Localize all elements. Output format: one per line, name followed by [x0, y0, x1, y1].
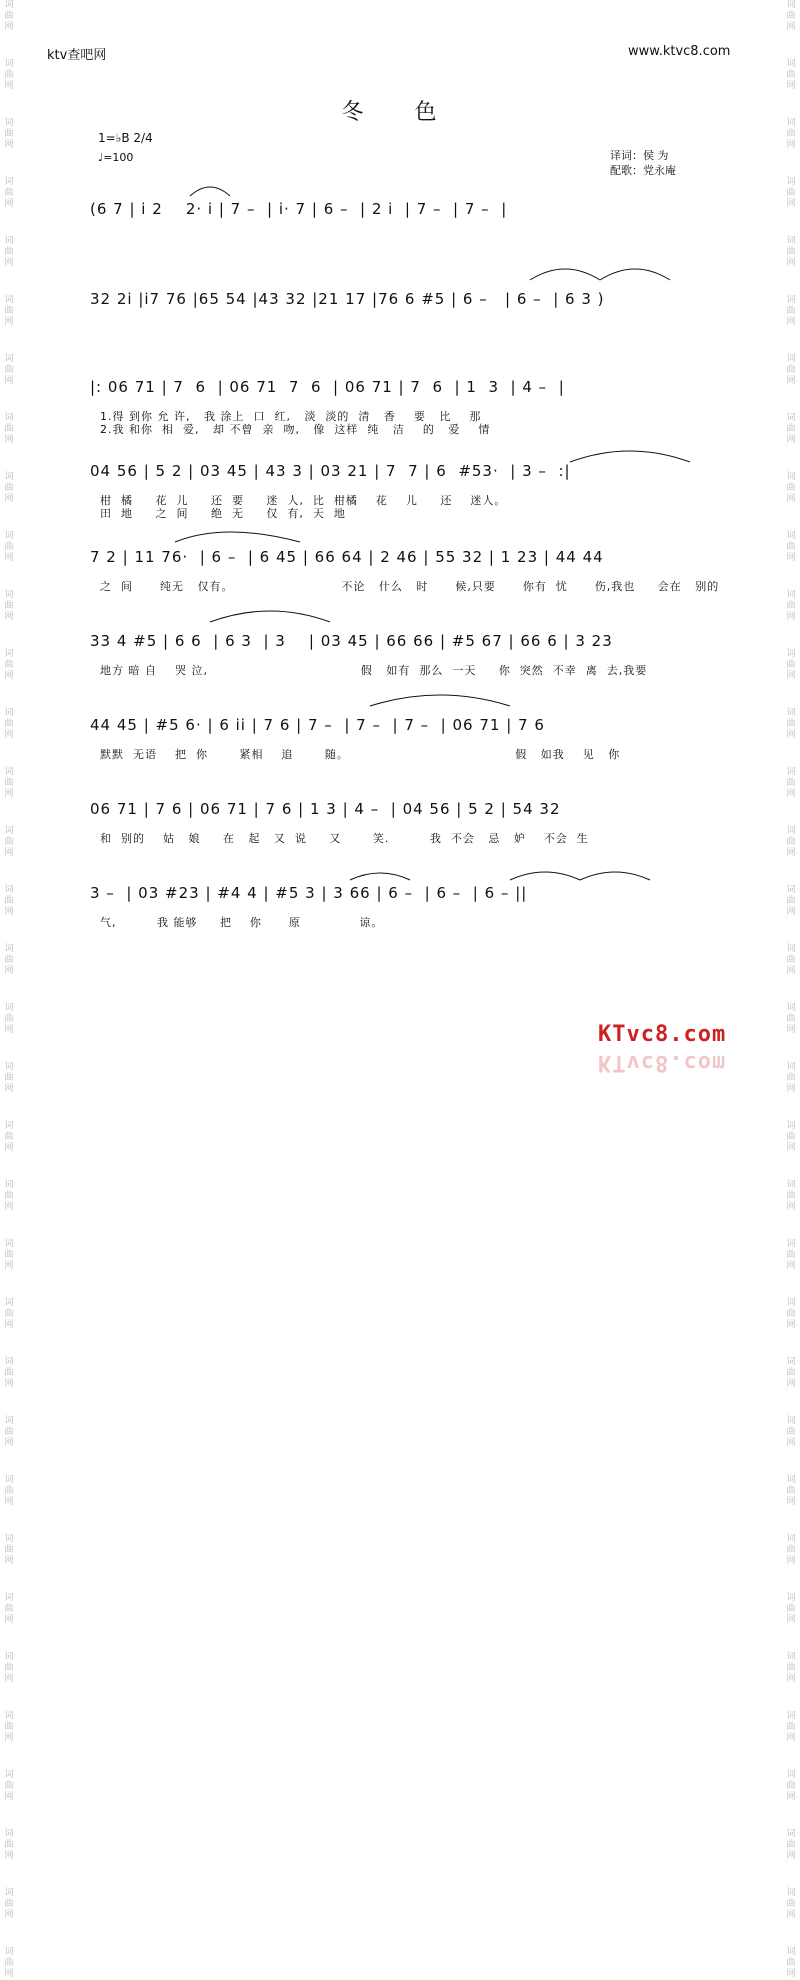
watermark-text: 词 曲 网	[4, 1298, 14, 1330]
watermark-text: 词 曲 网	[4, 944, 14, 976]
watermark-text: 词 曲 网	[786, 1180, 796, 1212]
watermark-text: 词 曲 网	[4, 1121, 14, 1153]
notation-row: 04 56 | 5 2 | 03 45 | 43 3 | 03 21 | 7 7 | 6 #53· | 3 – :|	[90, 462, 571, 480]
tempo-marking: ♩=100	[98, 151, 134, 164]
watermark-text: 词 曲 网	[4, 767, 14, 799]
slur	[175, 532, 300, 542]
slur	[530, 269, 600, 280]
watermark-text: 词 曲 网	[786, 59, 796, 91]
watermark-text: 词 曲 网	[4, 354, 14, 386]
notation-row: 44 45 | #5 6· | 6 ii | 7 6 | 7 – | 7 – | 7 – | 06 71 | 7 6	[90, 716, 545, 734]
watermark-text: 词 曲 网	[786, 1534, 796, 1566]
lyric-row: 气, 我 能够 把 你 原 谅。	[100, 916, 384, 929]
watermark-text: 词 曲 网	[4, 236, 14, 268]
slur	[580, 872, 650, 880]
lyric-row: 1.得 到你 允 许, 我 涂上 口 红, 淡 淡的 清 香 要 比 那	[100, 410, 482, 423]
watermark-text: 词 曲 网	[786, 1652, 796, 1684]
watermark-text: 词 曲 网	[4, 1475, 14, 1507]
watermark-text: 词 曲 网	[4, 1003, 14, 1035]
notation-row: 3 – | 03 #23 | #4 4 | #5 3 | 3 66 | 6 – | 6 – | 6 – ||	[90, 884, 528, 902]
lyric-row: 和 别的 姑 娘 在 起 又 说 又 笑. 我 不会 忌 妒 不会 生	[100, 832, 589, 845]
watermark-text: 词 曲 网	[786, 708, 796, 740]
watermark-text: 词 曲 网	[786, 1357, 796, 1389]
watermark-text: 词 曲 网	[4, 1593, 14, 1625]
watermark-text: 词 曲 网	[4, 1062, 14, 1094]
watermark-text: 词 曲 网	[4, 1180, 14, 1212]
watermark-text: 词 曲 网	[786, 1416, 796, 1448]
watermark-text: 词 曲 网	[786, 1947, 796, 1979]
credits	[610, 148, 676, 178]
watermark-text: 词 曲 网	[786, 295, 796, 327]
lyric-row: 柑 橘 花 儿 还 要 迷 人, 比 柑橘 花 儿 还 迷人。	[100, 494, 507, 507]
watermark-text: 词 曲 网	[786, 1593, 796, 1625]
notation-row: 06 71 | 7 6 | 06 71 | 7 6 | 1 3 | 4 – | 04 56 | 5 2 | 54 32	[90, 800, 561, 818]
notation-row: 33 4 #5 | 6 6 | 6 3 | 3 | 03 45 | 66 66 | #5 67 | 66 6 | 3 23	[90, 632, 613, 650]
watermark-text: 词 曲 网	[786, 413, 796, 445]
watermark-text: 词 曲 网	[4, 1239, 14, 1271]
watermark-text: 词 曲 网	[4, 1357, 14, 1389]
watermark-text: 词 曲 网	[4, 413, 14, 445]
watermark-text: 词 曲 网	[786, 1888, 796, 1920]
watermark-text: 词 曲 网	[4, 1829, 14, 1861]
watermark-text: 词 曲 网	[4, 1711, 14, 1743]
key-signature-block	[98, 132, 153, 164]
watermark-text: 词 曲 网	[4, 1947, 14, 1979]
watermark-text: 词 曲 网	[786, 885, 796, 917]
notation-row: |: 06 71 | 7 6 | 06 71 7 6 | 06 71 | 7 6 | 1 3 | 4 – |	[90, 378, 565, 396]
watermark-text: 词 曲 网	[786, 0, 796, 32]
site-url-right: www.ktvc8.com	[628, 44, 731, 59]
watermark-text: 词 曲 网	[786, 590, 796, 622]
right-watermark-strip	[784, 0, 798, 1979]
site-name-left: ktv查吧网	[47, 48, 107, 63]
watermark-text: 词 曲 网	[4, 1888, 14, 1920]
watermark-text: 词 曲 网	[4, 590, 14, 622]
slur	[600, 269, 670, 280]
watermark-text: 词 曲 网	[4, 1534, 14, 1566]
watermark-text: 词 曲 网	[786, 944, 796, 976]
watermark-text: 词 曲 网	[786, 1829, 796, 1861]
watermark-text: 词 曲 网	[786, 472, 796, 504]
watermark-text: 词 曲 网	[786, 767, 796, 799]
slur	[190, 187, 230, 196]
watermark-text: 词 曲 网	[786, 826, 796, 858]
slur	[510, 872, 580, 880]
watermark-text: 词 曲 网	[786, 649, 796, 681]
watermark-text: 词 曲 网	[4, 1416, 14, 1448]
watermark-text: 词 曲 网	[786, 1298, 796, 1330]
watermark-text: 词 曲 网	[786, 1475, 796, 1507]
watermark-text: 词 曲 网	[4, 885, 14, 917]
watermark-text: 词 曲 网	[786, 236, 796, 268]
lyric-row: 地方 暗 自 哭 泣, 假 如有 那么 一天 你 突然 不幸 离 去,我要	[100, 664, 648, 677]
watermark-text: 词 曲 网	[786, 1770, 796, 1802]
lyricist-credit: 译词：侯 为	[610, 149, 669, 162]
site-logo-reflection: KTvc8.com	[598, 1050, 727, 1075]
slur	[210, 611, 330, 622]
song-title: 冬 色	[341, 100, 459, 125]
arranger-credit: 配歌：党永庵	[610, 164, 676, 177]
notation-row: (6 7 | i 2 2· i | 7 – | i· 7 | 6 – | 2 i | 7 – | 7 – |	[90, 200, 508, 218]
watermark-text: 词 曲 网	[4, 118, 14, 150]
notation-row: 7 2 | 11 76· | 6 – | 6 45 | 66 64 | 2 46 | 55 32 | 1 23 | 44 44	[90, 548, 604, 566]
lyric-row: 默默 无语 把 你 紧相 追 随。 假 如我 见 你	[100, 748, 621, 761]
watermark-text: 词 曲 网	[4, 1652, 14, 1684]
watermark-text: 词 曲 网	[786, 118, 796, 150]
lyric-row: 田 地 之 间 绝 无 仅 有, 天 地	[100, 507, 346, 520]
watermark-text: 词 曲 网	[786, 177, 796, 209]
watermark-text: 词 曲 网	[4, 708, 14, 740]
watermark-text: 词 曲 网	[786, 1239, 796, 1271]
slur	[350, 873, 410, 880]
slur	[570, 451, 690, 462]
lyric-row: 之 间 纯无 仅有。 不论 什么 时 候,只要 你有 忧 伤,我也 会在 别的	[100, 580, 720, 593]
watermark-text: 词 曲 网	[4, 826, 14, 858]
slur	[370, 695, 510, 706]
watermark-text: 词 曲 网	[4, 1770, 14, 1802]
watermark-text: 词 曲 网	[4, 0, 14, 32]
lyric-row: 2.我 和你 相 爱, 却 不曾 亲 吻, 像 这样 纯 洁 的 爱 情	[100, 423, 491, 436]
watermark-text: 词 曲 网	[786, 1711, 796, 1743]
watermark-text: 词 曲 网	[4, 531, 14, 563]
watermark-text: 词 曲 网	[4, 59, 14, 91]
watermark-text: 词 曲 网	[786, 354, 796, 386]
watermark-text: 词 曲 网	[4, 472, 14, 504]
watermark-text: 词 曲 网	[786, 1003, 796, 1035]
watermark-text: 词 曲 网	[4, 295, 14, 327]
notation-row: 32 2i |i7 76 |65 54 |43 32 |21 17 |76 6 #5 | 6 – | 6 – | 6 3 )	[90, 290, 605, 308]
watermark-text: 词 曲 网	[786, 1062, 796, 1094]
key-signature: 1=♭B 2/4	[98, 131, 153, 145]
watermark-text: 词 曲 网	[786, 1121, 796, 1153]
site-logo: KTvc8.com	[598, 1022, 727, 1047]
left-watermark-strip	[2, 0, 16, 1979]
watermark-text: 词 曲 网	[4, 177, 14, 209]
watermark-text: 词 曲 网	[4, 649, 14, 681]
watermark-text: 词 曲 网	[786, 531, 796, 563]
